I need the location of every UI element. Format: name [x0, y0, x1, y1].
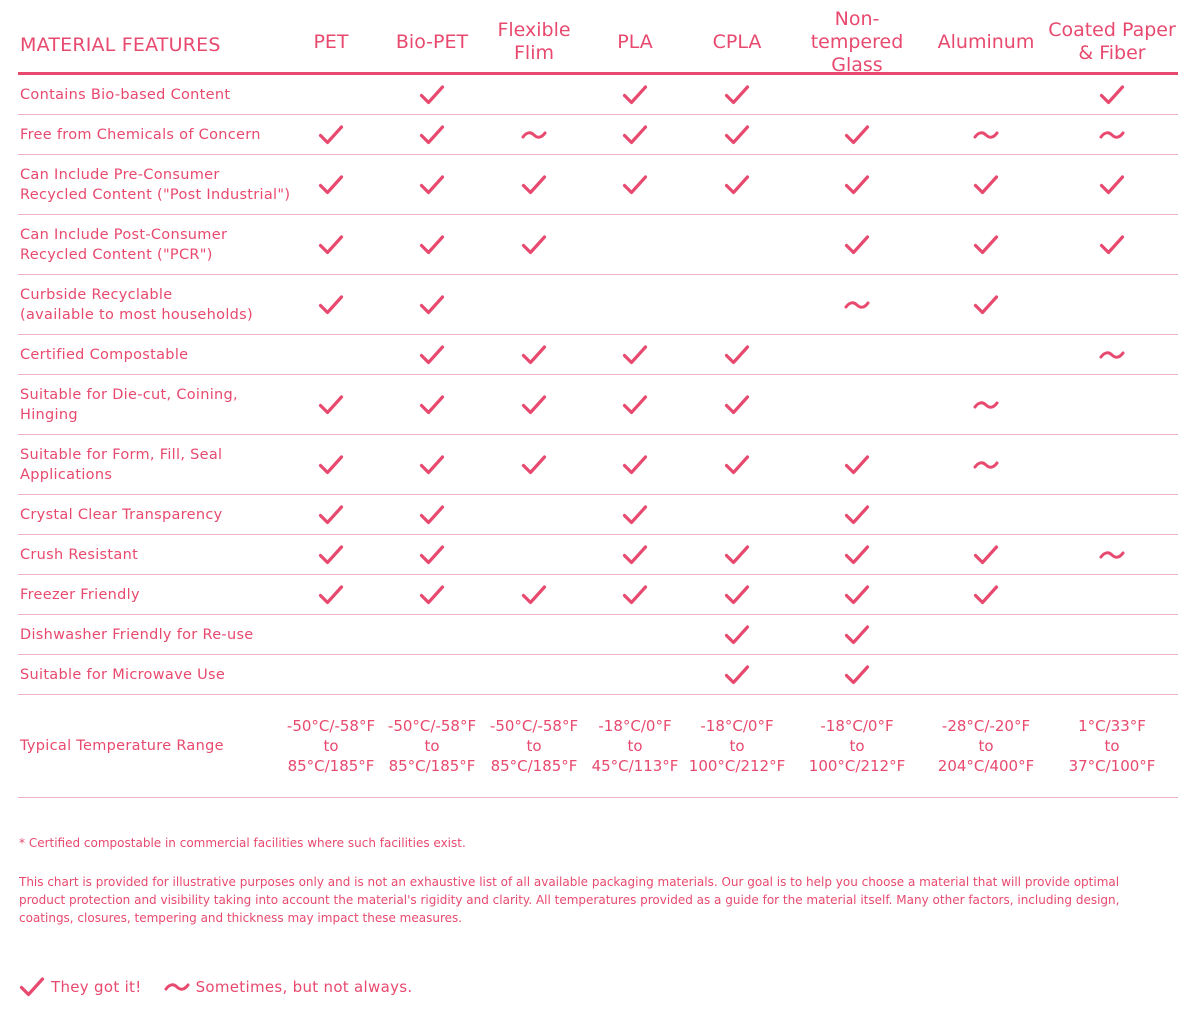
column-header — [921, 18, 1051, 66]
temperature-range — [380, 695, 484, 797]
table-row — [18, 435, 1178, 495]
check-icon — [687, 155, 787, 214]
check-icon — [687, 655, 787, 694]
empty-cell — [936, 335, 1036, 374]
row-label-line: Can Include Post-Consumer — [20, 226, 228, 243]
check-icon — [382, 275, 482, 334]
temperature-range — [279, 695, 383, 797]
empty-cell — [484, 275, 584, 334]
check-icon — [1062, 215, 1162, 274]
check-icon — [585, 535, 685, 574]
tilde-icon — [1062, 535, 1162, 574]
row-label — [20, 275, 310, 334]
check-icon — [281, 275, 381, 334]
check-icon — [807, 155, 907, 214]
temperature-range — [1060, 695, 1164, 797]
empty-cell — [1062, 435, 1162, 494]
check-icon — [807, 215, 907, 274]
check-icon — [281, 215, 381, 274]
disclaimer: This chart is provided for illustrative purposes only and is not an exhaustive list of all available packaging materials. Our goal is to help you choose a material that will provide optimal product protection and visibility taking into account the material's rigidity and clarity. All temperatures provided as a guide for the material itself. Many other factors, including design, coatings, closures, tempering and thickness may impact these measures. — [19, 875, 1120, 925]
row-label — [20, 155, 310, 214]
empty-cell — [936, 655, 1036, 694]
check-icon — [382, 495, 482, 534]
temperature-line: to — [729, 737, 745, 755]
check-icon — [484, 335, 584, 374]
check-icon — [807, 535, 907, 574]
check-icon — [585, 115, 685, 154]
table-row — [18, 615, 1178, 655]
temperature-line: 37°C/100°F — [1068, 757, 1156, 775]
check-icon — [936, 275, 1036, 334]
tilde-icon — [936, 435, 1036, 494]
temperature-line: -18°C/0°F — [700, 717, 774, 735]
tilde-icon — [164, 981, 196, 993]
temperature-line: -50°C/-58°F — [489, 717, 579, 735]
table-row — [18, 335, 1178, 375]
column-header-line: CPLA — [712, 30, 762, 53]
empty-cell — [281, 335, 381, 374]
tilde-icon — [807, 275, 907, 334]
temperature-range — [685, 695, 789, 797]
check-icon — [585, 375, 685, 434]
temperature-line: to — [424, 737, 440, 755]
temperature-line: 1°C/33°F — [1078, 717, 1146, 735]
empty-cell — [484, 75, 584, 114]
column-header — [1047, 18, 1177, 66]
table-row — [18, 375, 1178, 435]
check-icon — [585, 75, 685, 114]
check-icon — [936, 535, 1036, 574]
temperature-row — [18, 695, 1178, 798]
check-icon — [585, 575, 685, 614]
legend-check-label: They got it! — [51, 978, 142, 996]
empty-cell — [936, 615, 1036, 654]
empty-cell — [484, 655, 584, 694]
temperature-line: to — [978, 737, 994, 755]
empty-cell — [936, 495, 1036, 534]
check-icon — [382, 375, 482, 434]
temperature-range — [805, 695, 909, 797]
empty-cell — [281, 75, 381, 114]
row-label-line: Applications — [20, 466, 113, 483]
temperature-line: to — [1104, 737, 1120, 755]
empty-cell — [1062, 275, 1162, 334]
check-icon — [687, 435, 787, 494]
check-icon — [382, 215, 482, 274]
row-label: Suitable for Microwave Use — [20, 666, 226, 683]
empty-cell — [382, 655, 482, 694]
empty-cell — [585, 275, 685, 334]
check-icon — [382, 435, 482, 494]
temperature-line: -28°C/-20°F — [941, 717, 1031, 735]
check-icon — [281, 495, 381, 534]
empty-cell — [484, 615, 584, 654]
check-icon — [936, 155, 1036, 214]
column-header-line: Flim — [514, 42, 554, 64]
row-label-line: Recycled Content ("Post Industrial") — [20, 186, 291, 203]
temperature-range — [934, 695, 1038, 797]
empty-cell — [1062, 575, 1162, 614]
check-icon — [1062, 75, 1162, 114]
legend-item-check — [19, 976, 142, 998]
check-icon — [281, 535, 381, 574]
temperature-range — [482, 695, 586, 797]
tilde-icon — [1062, 335, 1162, 374]
check-icon — [585, 155, 685, 214]
row-label: Free from Chemicals of Concern — [20, 126, 261, 143]
column-header-line: Coated Paper — [1048, 19, 1176, 41]
check-icon — [19, 976, 51, 998]
table-row — [18, 655, 1178, 695]
check-icon — [807, 655, 907, 694]
table-row — [18, 275, 1178, 335]
check-icon — [807, 435, 907, 494]
row-label: Contains Bio-based Content — [20, 86, 231, 103]
material-features-table — [18, 7, 1178, 798]
column-header — [672, 18, 802, 66]
temperature-line: 204°C/400°F — [937, 757, 1035, 775]
column-header-line: & Fiber — [1078, 42, 1146, 64]
check-icon — [585, 335, 685, 374]
check-icon — [807, 575, 907, 614]
empty-cell — [585, 615, 685, 654]
check-icon — [807, 495, 907, 534]
check-icon — [1062, 155, 1162, 214]
check-icon — [687, 115, 787, 154]
empty-cell — [281, 615, 381, 654]
row-label-line: Suitable for Die-cut, Coining, — [20, 386, 238, 403]
row-label: Dishwasher Friendly for Re-use — [20, 626, 254, 643]
table-row — [18, 495, 1178, 535]
legend-item-tilde — [164, 978, 413, 996]
check-icon — [484, 375, 584, 434]
tilde-icon — [936, 115, 1036, 154]
check-icon — [687, 375, 787, 434]
temperature-line: 45°C/113°F — [591, 757, 679, 775]
temperature-line: to — [849, 737, 865, 755]
column-header-line: Glass — [831, 53, 883, 76]
empty-cell — [807, 75, 907, 114]
check-icon — [807, 115, 907, 154]
table-row — [18, 535, 1178, 575]
check-icon — [382, 115, 482, 154]
column-header-line: Flexible — [497, 19, 571, 41]
check-icon — [936, 575, 1036, 614]
row-label — [20, 435, 310, 494]
row-label: Certified Compostable — [20, 346, 189, 363]
tilde-icon — [936, 375, 1036, 434]
check-icon — [687, 575, 787, 614]
footnote: * Certified compostable in commercial facilities where such facilities exist. — [19, 836, 466, 850]
empty-cell — [1062, 495, 1162, 534]
row-label-line: Curbside Recyclable — [20, 286, 173, 303]
check-icon — [382, 335, 482, 374]
check-icon — [281, 435, 381, 494]
row-label-line: Can Include Pre-Consumer — [20, 166, 220, 183]
check-icon — [687, 535, 787, 574]
check-icon — [281, 115, 381, 154]
check-icon — [484, 155, 584, 214]
table-row — [18, 155, 1178, 215]
check-icon — [281, 575, 381, 614]
check-icon — [484, 215, 584, 274]
check-icon — [484, 575, 584, 614]
row-label: Crystal Clear Transparency — [20, 506, 223, 523]
row-label-line: (available to most households) — [20, 306, 253, 323]
empty-cell — [687, 275, 787, 334]
check-icon — [807, 615, 907, 654]
temperature-line: 100°C/212°F — [808, 757, 906, 775]
check-icon — [382, 155, 482, 214]
temperature-line: -50°C/-58°F — [387, 717, 477, 735]
check-icon — [281, 155, 381, 214]
table-title: MATERIAL FEATURES — [20, 34, 221, 56]
column-header-line: PLA — [617, 30, 653, 53]
row-label-line: Hinging — [20, 406, 78, 423]
table-header — [18, 7, 1178, 76]
row-label: Freezer Friendly — [20, 586, 140, 603]
check-icon — [382, 575, 482, 614]
check-icon — [585, 435, 685, 494]
temperature-line: 85°C/185°F — [490, 757, 578, 775]
legend-tilde-label: Sometimes, but not always. — [195, 978, 413, 996]
check-icon — [484, 435, 584, 494]
empty-cell — [484, 495, 584, 534]
empty-cell — [807, 375, 907, 434]
row-label: Typical Temperature Range — [20, 738, 224, 754]
tilde-icon — [1062, 115, 1162, 154]
column-header-line: Non-tempered — [810, 7, 904, 53]
table-row — [18, 75, 1178, 115]
empty-cell — [484, 535, 584, 574]
temperature-line: -50°C/-58°F — [286, 717, 376, 735]
row-label: Crush Resistant — [20, 546, 139, 563]
empty-cell — [281, 655, 381, 694]
empty-cell — [807, 335, 907, 374]
check-icon — [687, 75, 787, 114]
table-body — [18, 75, 1178, 798]
row-label — [20, 375, 310, 434]
check-icon — [382, 535, 482, 574]
check-icon — [382, 75, 482, 114]
row-label-line: Recycled Content ("PCR") — [20, 246, 213, 263]
column-header — [792, 7, 922, 76]
empty-cell — [1062, 615, 1162, 654]
temperature-line: to — [526, 737, 542, 755]
temperature-range — [583, 695, 687, 797]
empty-cell — [585, 655, 685, 694]
table-row — [18, 115, 1178, 155]
table-row — [18, 215, 1178, 275]
tilde-icon — [484, 115, 584, 154]
temperature-line: 85°C/185°F — [388, 757, 476, 775]
empty-cell — [585, 215, 685, 274]
empty-cell — [1062, 375, 1162, 434]
row-label — [20, 215, 310, 274]
empty-cell — [687, 215, 787, 274]
column-header-line: Bio-PET — [395, 30, 469, 53]
legend — [19, 972, 412, 1002]
temperature-line: to — [323, 737, 339, 755]
check-icon — [585, 495, 685, 534]
temperature-line: 85°C/185°F — [287, 757, 375, 775]
check-icon — [281, 375, 381, 434]
temperature-line: -18°C/0°F — [820, 717, 894, 735]
table-row — [18, 575, 1178, 615]
empty-cell — [1062, 655, 1162, 694]
column-header-line: PET — [313, 30, 349, 53]
empty-cell — [382, 615, 482, 654]
check-icon — [687, 335, 787, 374]
temperature-line: 100°C/212°F — [688, 757, 786, 775]
temperature-line: -18°C/0°F — [598, 717, 672, 735]
empty-cell — [936, 75, 1036, 114]
empty-cell — [687, 495, 787, 534]
column-header-line: Aluminum — [937, 30, 1035, 53]
row-label-line: Suitable for Form, Fill, Seal — [20, 446, 223, 463]
check-icon — [936, 215, 1036, 274]
check-icon — [687, 615, 787, 654]
temperature-line: to — [627, 737, 643, 755]
